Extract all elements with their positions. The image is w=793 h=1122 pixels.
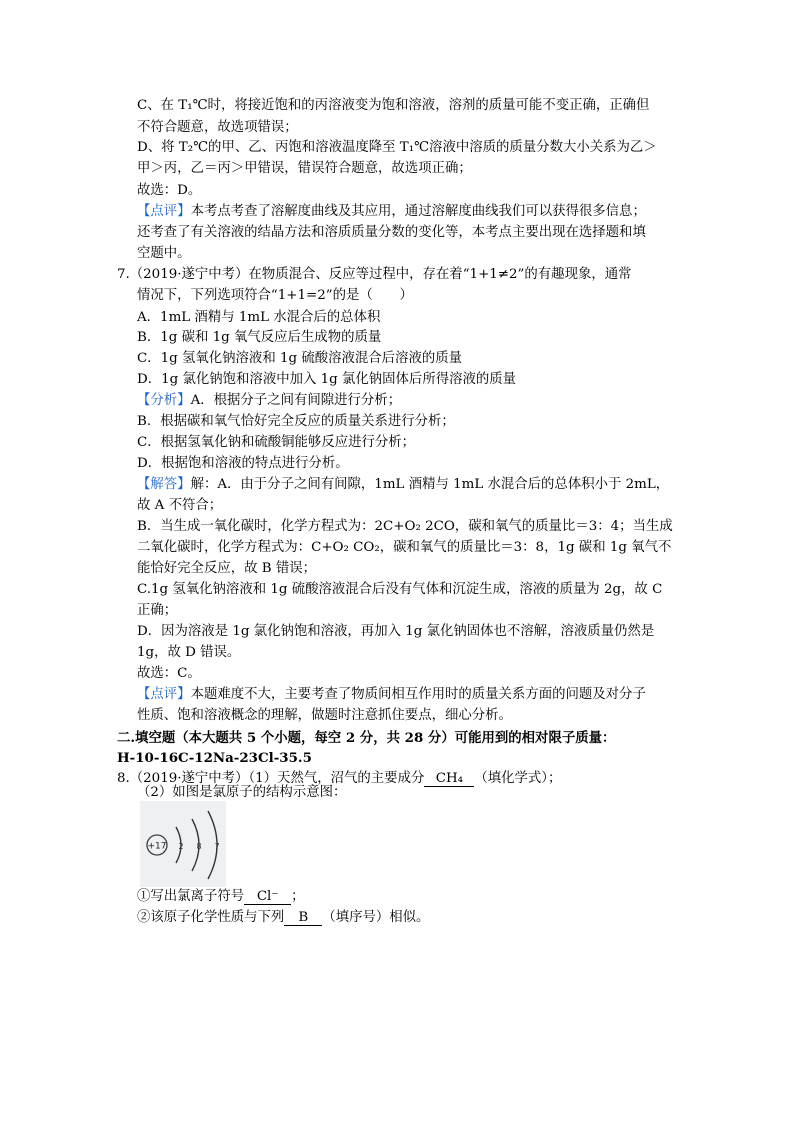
- sub-question-text: ①写出氯离子符号: [137, 889, 245, 904]
- text-line: B．当生成一氧化碳时，化学方程式为：2C+O₂ 2CO，碳和氧气的质量比＝3：4；当生成: [137, 519, 673, 534]
- atom-structure-figure: [140, 801, 226, 887]
- text-line: 还考查了有关溶液的结晶方法和溶质质量分数的变化等，本考点主要出现在选择题和填: [137, 225, 646, 240]
- question-8-text: 8.（2019·遂宁中考）（1）天然气，沼气的主要成分: [117, 771, 425, 786]
- text-line: D、将 T₂℃的甲、乙、丙饱和溶液温度降至 T₁℃溶液中溶质的质量分数大小关系为乙＞: [137, 140, 657, 155]
- option-c: C．1g 氢氧化钠溶液和 1g 硫酸溶液混合后溶液的质量: [137, 351, 463, 366]
- text-line: 情况下，下列选项符合“1+1=2”的是（ ）: [137, 288, 413, 303]
- text-line: 1g，故 D 错误。: [137, 645, 241, 660]
- question-8-sub-2: [137, 909, 429, 927]
- text-line: 故 A 不符合；: [137, 498, 223, 513]
- text-line: （2）如图是氯原子的结构示意图：: [137, 785, 347, 800]
- question-8-suffix: （填化学式）；: [474, 771, 562, 786]
- comment-line: [137, 203, 646, 221]
- analysis-text: A．根据分子之间有间隙进行分析；: [190, 393, 402, 408]
- text-line: 空题中。: [137, 246, 191, 261]
- question-7-stem: 7.（2019·遂宁中考）在物质混合、反应等过程中，存在着“1+1≠2”的有趣现象，通常: [117, 267, 632, 282]
- answer-blank-ch4: CH₄: [424, 771, 474, 787]
- question-8-sub-1: [137, 888, 305, 906]
- text-line: 故选：C。: [137, 666, 201, 681]
- analysis-line: [137, 392, 401, 410]
- answer-tag: 【解答】: [137, 477, 191, 492]
- answer-blank-cl-ion: Cl⁻: [244, 889, 291, 905]
- text-line: 不符合题意，故选项错误；: [137, 120, 298, 135]
- analysis-tag: 【分析】: [137, 393, 191, 408]
- chlorine-atom-diagram: [140, 801, 226, 887]
- text-line: 能恰好完全反应，故 B 错误；: [137, 561, 317, 576]
- text-line: C．根据氢氧化钠和硫酸铜能够反应进行分析；: [137, 435, 416, 450]
- comment-line: [137, 686, 646, 704]
- sub-question-text: ②该原子化学性质与下列: [137, 910, 285, 925]
- comment-text: 本考点考查了溶解度曲线及其应用，通过溶解度曲线我们可以获得很多信息；: [190, 204, 646, 219]
- comment-text: 本题难度不大，主要考查了物质间相互作用时的质量关系方面的问题及对分子: [190, 687, 646, 702]
- atomic-masses: H-10-16C-12Na-23Cl-35.5: [117, 750, 312, 766]
- text-line: 二氧化碳时，化学方程式为：C+O₂ CO₂，碳和氧气的质量比＝3：8，1g 碳和 1g 氧气不: [137, 540, 672, 555]
- answer-line: [137, 476, 669, 494]
- option-a: A．1mL 酒精与 1mL 水混合后的总体积: [137, 310, 381, 325]
- shell-electrons-3: 7: [214, 842, 220, 851]
- comment-tag: 【点评】: [137, 204, 191, 219]
- shell-electrons-2: 8: [196, 842, 202, 851]
- comment-tag: 【点评】: [137, 687, 191, 702]
- text-line: 故选：D。: [137, 183, 202, 198]
- text-line: B．根据碳和氧气恰好完全反应的质量关系进行分析；: [137, 414, 455, 429]
- text-line: D．因为溶液是 1g 氯化钠饱和溶液，再加入 1g 氯化钠固体也不溶解，溶液质量仍然是: [137, 624, 655, 639]
- nucleus-charge: +17: [147, 841, 167, 852]
- text-line: C.1g 氢氧化钠溶液和 1g 硫酸溶液混合后没有气体和沉淀生成，溶液的质量为 2g，故 C: [137, 582, 663, 597]
- option-d: D．1g 氯化钠饱和溶液中加入 1g 氯化钠固体后所得溶液的质量: [137, 372, 517, 387]
- answer-blank-option: B: [284, 910, 322, 926]
- text-line: 性质、饱和溶液概念的理解，做题时注意抓住要点，细心分析。: [137, 708, 512, 723]
- text-line: 正确；: [137, 603, 178, 618]
- text-line: D．根据饱和溶液的特点进行分析。: [137, 456, 349, 471]
- shell-electrons-1: 2: [178, 842, 184, 851]
- section-heading: 二.填空题（本大题共 5 个小题，每空 2 分，共 28 分）可能用到的相对限子质量：: [117, 730, 616, 746]
- sub-question-suffix: ；: [291, 889, 305, 904]
- sub-question-suffix: （填序号）相似。: [322, 910, 430, 925]
- option-b: B．1g 碳和 1g 氧气反应后生成物的质量: [137, 330, 382, 345]
- answer-text: 解：A．由于分子之间有间隙，1mL 酒精与 1mL 水混合后的总体积小于 2mL，: [190, 477, 670, 492]
- text-line: 甲＞丙，乙＝丙＞甲错误，错误符合题意，故选项正确；: [137, 161, 472, 176]
- text-line: C、在 T₁℃时，将接近饱和的丙溶液变为饱和溶液，溶剂的质量可能不变正确，正确但: [137, 98, 650, 113]
